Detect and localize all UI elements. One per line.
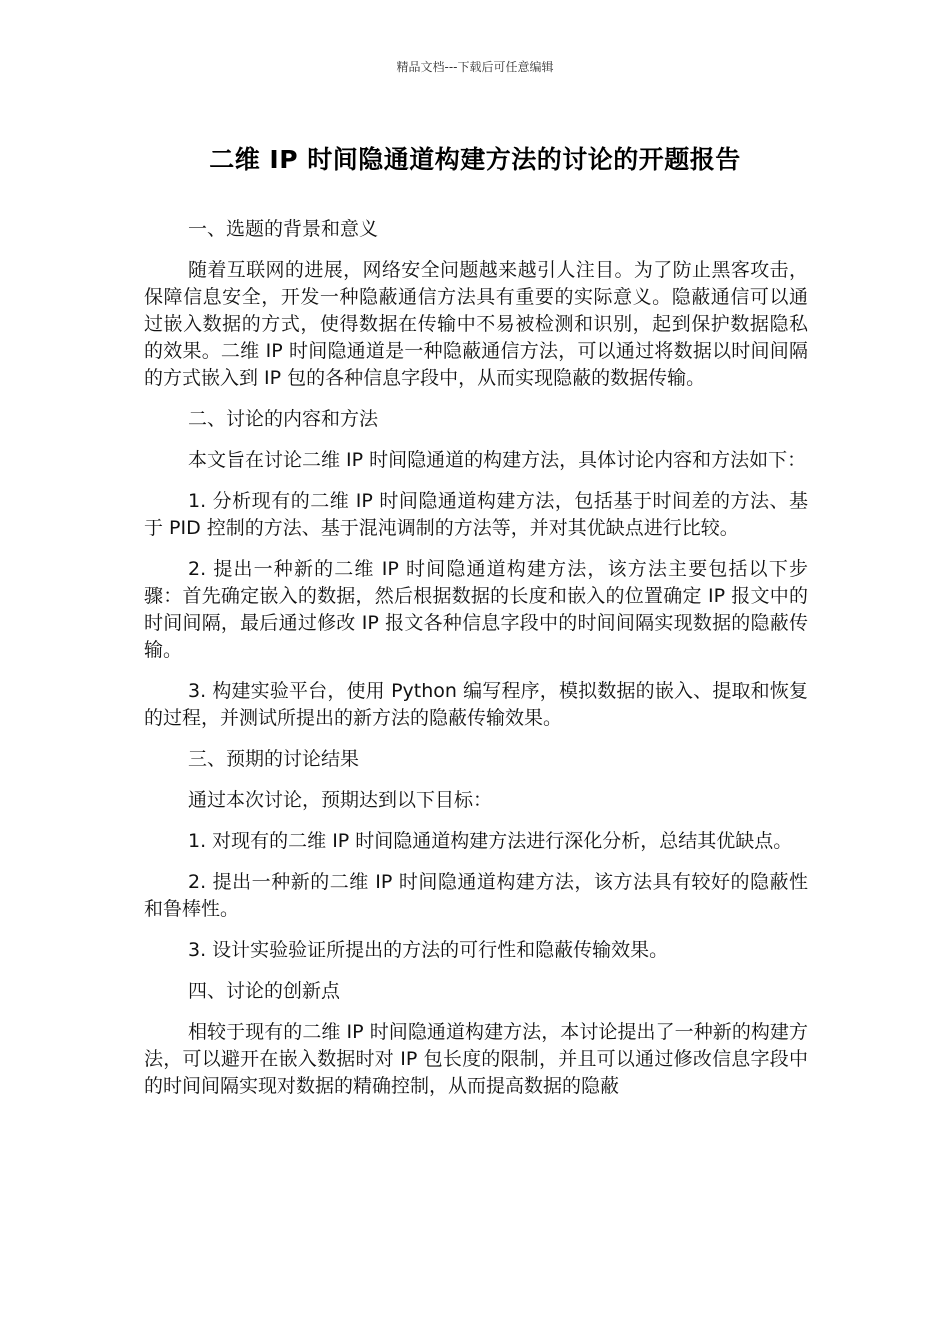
section-heading: 三、预期的讨论结果 bbox=[188, 748, 360, 770]
paragraph: 随着互联网的进展，网络安全问题越来越引人注目。为了防止黑客攻击，保障信息安全，开发一种隐蔽通信方法具有重要的实际意义。隐蔽通信可以通过嵌入数据的方式，使得数据在传输中不易被检测和识别，起到保护数据隐私的效果。二维 IP 时间隐通道是一种隐蔽通信方法，可以通过将数据以时间间隔的方式嵌入到 IP 包的各种信息字段中，从而实现隐蔽的数据传输。 bbox=[144, 259, 808, 389]
paragraph: 2. 提出一种新的二维 IP 时间隐通道构建方法，该方法具有较好的隐蔽性和鲁棒性。 bbox=[144, 871, 808, 920]
paragraph: 1. 对现有的二维 IP 时间隐通道构建方法进行深化分析，总结其优缺点。 bbox=[188, 830, 793, 852]
paragraph: 本文旨在讨论二维 IP 时间隐通道的构建方法，具体讨论内容和方法如下： bbox=[188, 449, 807, 471]
paragraph: 3. 设计实验验证所提出的方法的可行性和隐蔽传输效果。 bbox=[188, 939, 669, 961]
paragraph: 3. 构建实验平台，使用 Python 编写程序，模拟数据的嵌入、提取和恢复的过程，并测试所提出的新方法的隐蔽传输效果。 bbox=[144, 680, 808, 729]
paragraph: 1. 分析现有的二维 IP 时间隐通道构建方法，包括基于时间差的方法、基于 PID 控制的方法、基于混沌调制的方法等，并对其优缺点进行比较。 bbox=[144, 490, 808, 539]
header-note: 精品文档---下载后可任意编辑 bbox=[396, 60, 554, 74]
section-heading: 二、讨论的内容和方法 bbox=[188, 408, 379, 430]
paragraph: 通过本次讨论，预期达到以下目标： bbox=[188, 789, 493, 811]
document-body bbox=[144, 216, 808, 1114]
section-heading: 四、讨论的创新点 bbox=[188, 980, 341, 1002]
paragraph: 2. 提出一种新的二维 IP 时间隐通道构建方法，该方法主要包括以下步骤：首先确定嵌入的数据，然后根据数据的长度和嵌入的位置确定 IP 报文中的时间间隔，最后通过修改 IP 报文各种信息字段中的时间间隔实现数据的隐蔽传输。 bbox=[144, 558, 808, 661]
section-heading: 一、选题的背景和意义 bbox=[188, 218, 379, 240]
paragraph: 相较于现有的二维 IP 时间隐通道构建方法，本讨论提出了一种新的构建方法，可以避开在嵌入数据时对 IP 包长度的限制，并且可以通过修改信息字段中的时间间隔实现对数据的精确控制，从而提高数据的隐蔽 bbox=[144, 1021, 808, 1097]
document-title: 二维 IP 时间隐通道构建方法的讨论的开题报告 bbox=[209, 145, 741, 174]
